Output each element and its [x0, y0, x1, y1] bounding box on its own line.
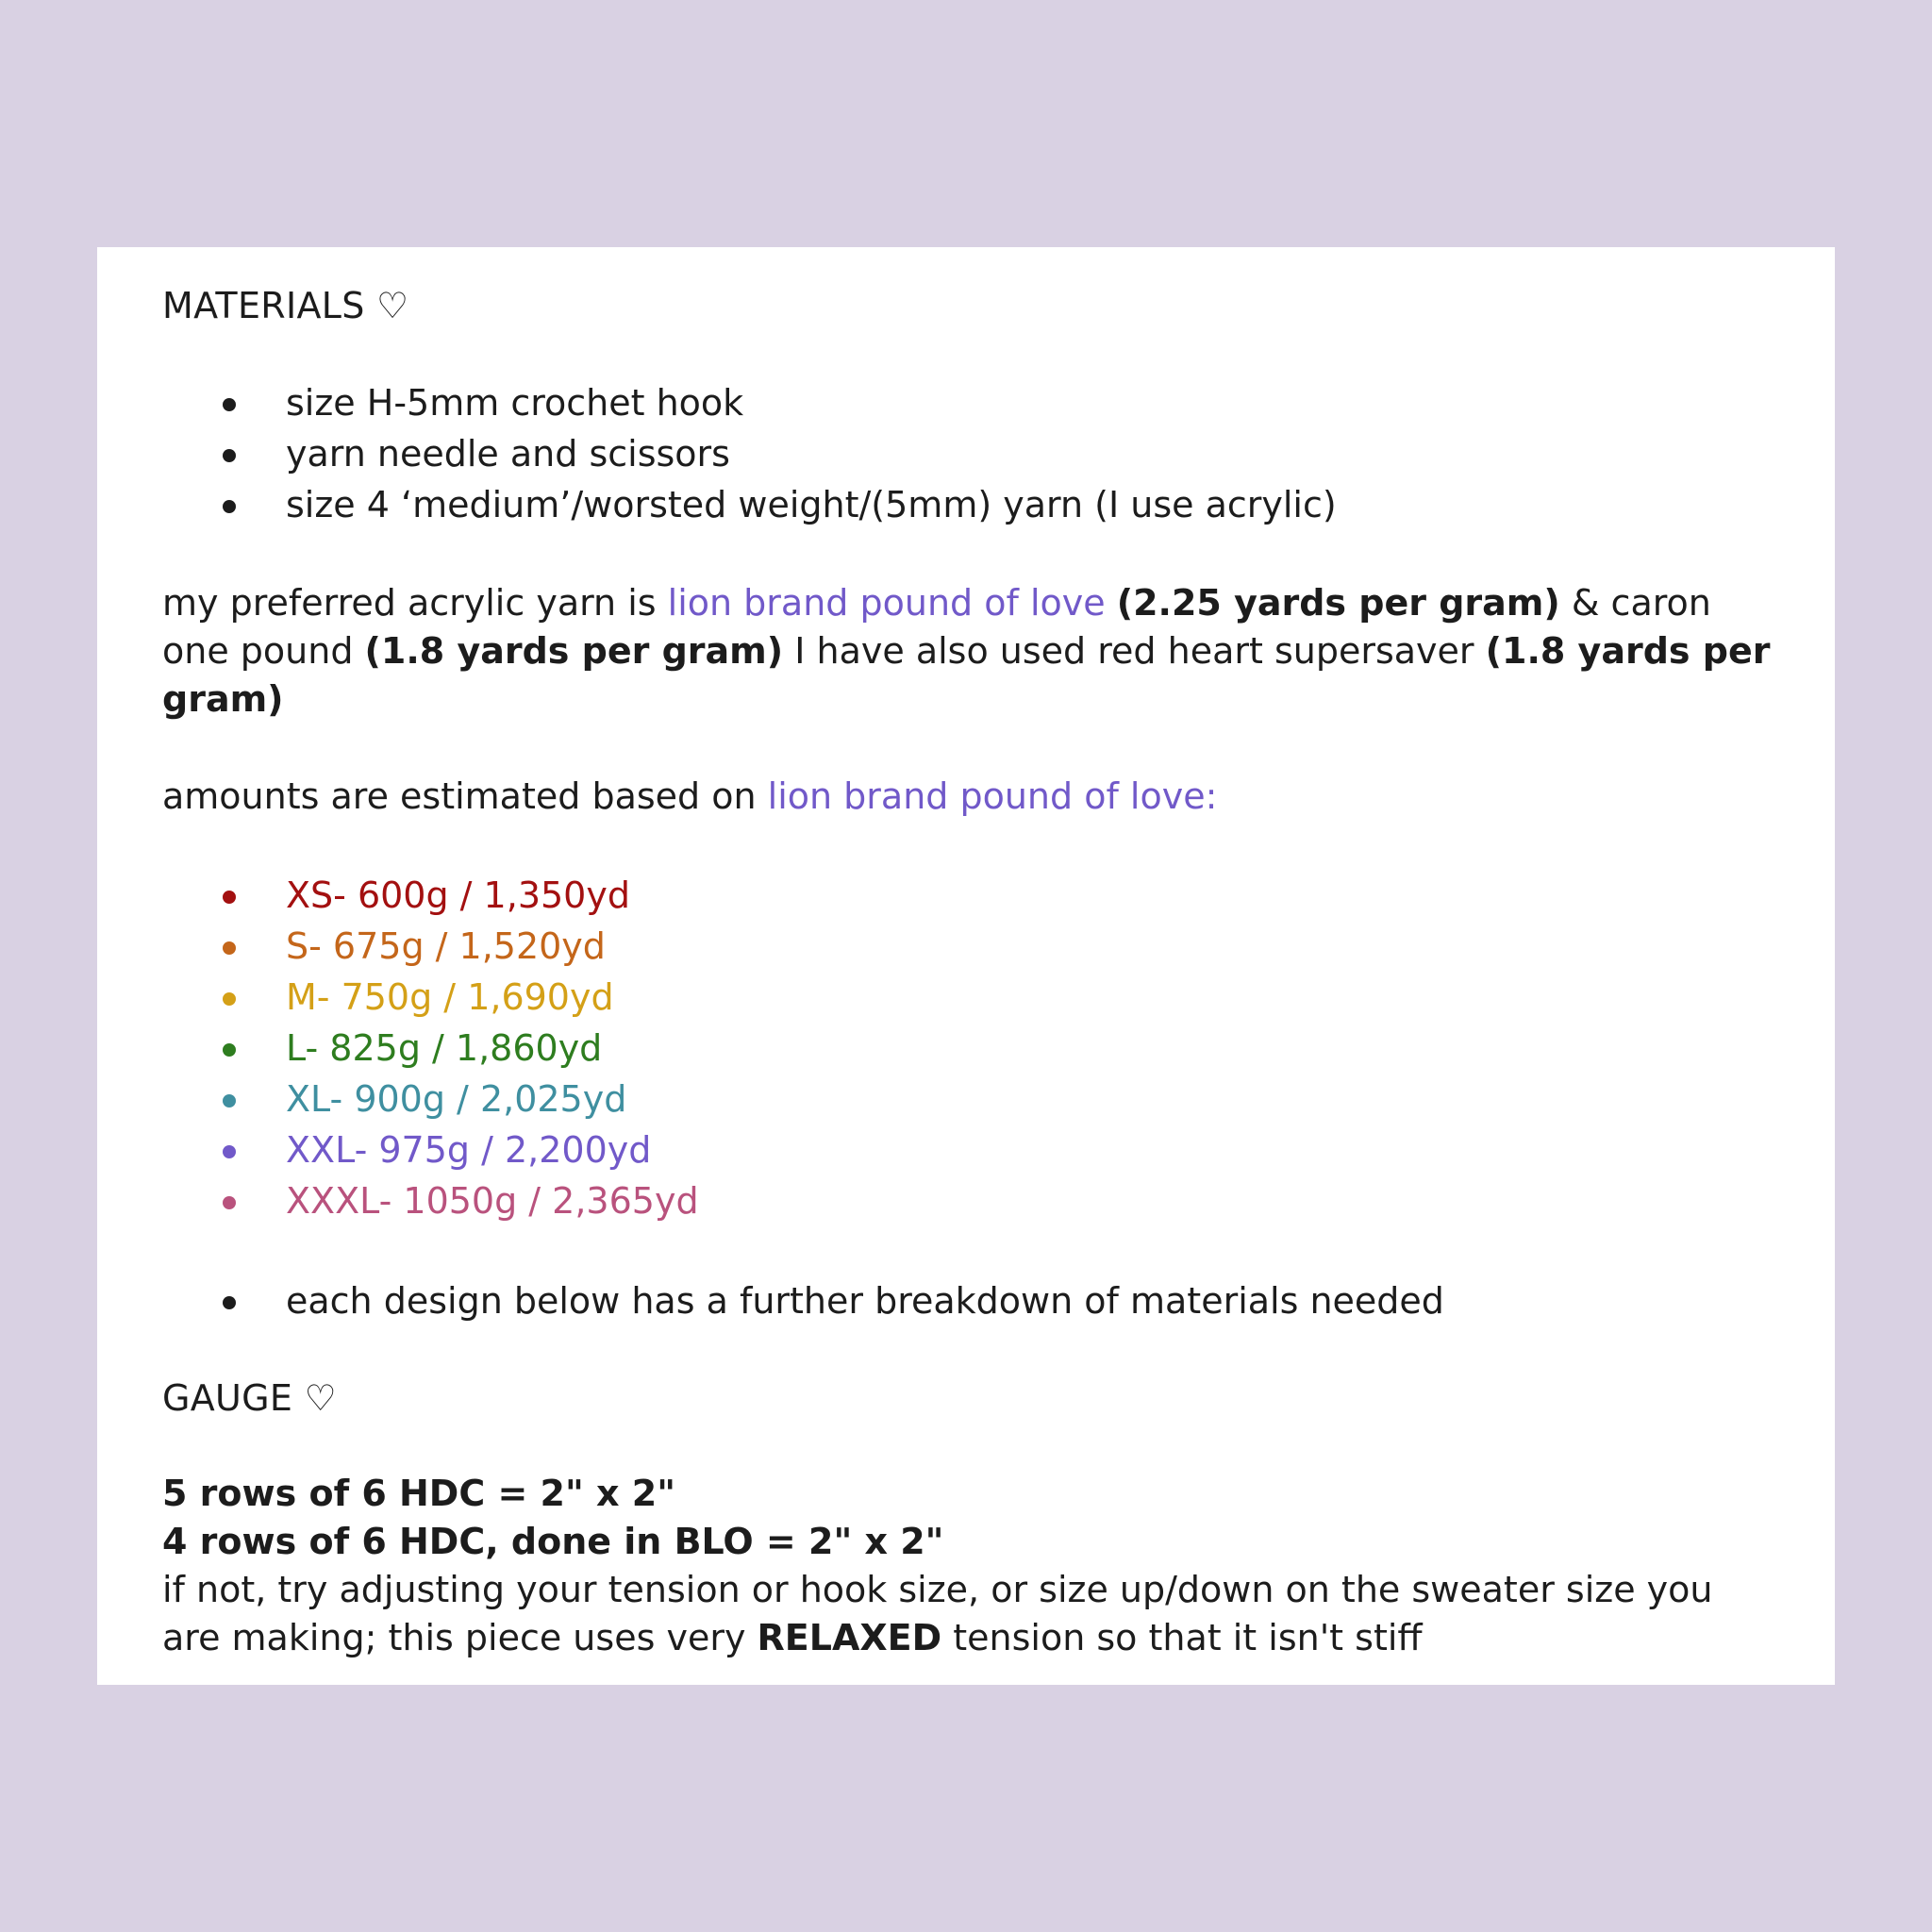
bullet-icon: [223, 1043, 236, 1057]
materials-card: [97, 247, 1835, 1685]
size-item-xl: [162, 1074, 1778, 1124]
size-item-m: [162, 972, 1778, 1023]
gauge-note: if not, try adjusting your tension or hook size, or size up/down on the sweater size you are making; this piece uses very RELAXED tension so that it isn't stiff: [162, 1569, 1713, 1658]
amounts-paragraph: amounts are estimated based on lion brand pound of love:: [162, 775, 1218, 817]
preferred-yarn-paragraph: my preferred acrylic yarn is lion brand pound of love (2.25 yards per gram) & caron one pound (1.8 yards per gram) I have also used red heart supersaver (1.8 yards per gram): [162, 582, 1771, 720]
size-item-xxxl: [162, 1175, 1778, 1226]
size-item-l: [162, 1023, 1778, 1074]
bullet-icon: [223, 1145, 236, 1158]
bullet-icon: [223, 941, 236, 955]
bullet-icon: [223, 1296, 236, 1309]
list-item: each design below has a further breakdown of materials needed: [162, 1275, 1778, 1326]
list-item: yarn needle and scissors: [162, 428, 1778, 479]
materials-list: [162, 377, 1778, 530]
list-item: size H-5mm crochet hook: [162, 377, 1778, 428]
lion-brand-link-2[interactable]: lion brand pound of love:: [767, 775, 1218, 817]
gauge-line-1: 5 rows of 6 HDC = 2" x 2": [162, 1473, 675, 1514]
bullet-icon: [223, 891, 236, 904]
size-label: XL- 900g / 2,025yd: [286, 1078, 627, 1120]
bullet-icon: [223, 1196, 236, 1209]
gauge-line-2: 4 rows of 6 HDC, done in BLO = 2" x 2": [162, 1521, 944, 1562]
bullet-icon: [223, 1094, 236, 1108]
size-item-xs: [162, 870, 1778, 921]
size-item-xxl: [162, 1124, 1778, 1175]
bullet-icon: [223, 449, 236, 462]
materials-heading: MATERIALS ♡: [162, 285, 409, 326]
size-label: L- 825g / 1,860yd: [286, 1027, 603, 1069]
bullet-icon: [223, 500, 236, 513]
size-label: XS- 600g / 1,350yd: [286, 874, 630, 916]
breakdown-list: [162, 1275, 1778, 1326]
size-label: S- 675g / 1,520yd: [286, 925, 606, 967]
bullet-icon: [223, 398, 236, 411]
size-label: M- 750g / 1,690yd: [286, 976, 614, 1018]
size-label: XXXL- 1050g / 2,365yd: [286, 1180, 699, 1222]
size-label: XXL- 975g / 2,200yd: [286, 1129, 652, 1171]
size-item-s: [162, 921, 1778, 972]
list-item: size 4 ‘medium’/worsted weight/(5mm) yarn (I use acrylic): [162, 479, 1778, 530]
sizes-list: [162, 870, 1778, 1226]
gauge-heading: GAUGE ♡: [162, 1377, 337, 1419]
bullet-icon: [223, 992, 236, 1006]
lion-brand-link[interactable]: lion brand pound of love: [667, 582, 1106, 624]
